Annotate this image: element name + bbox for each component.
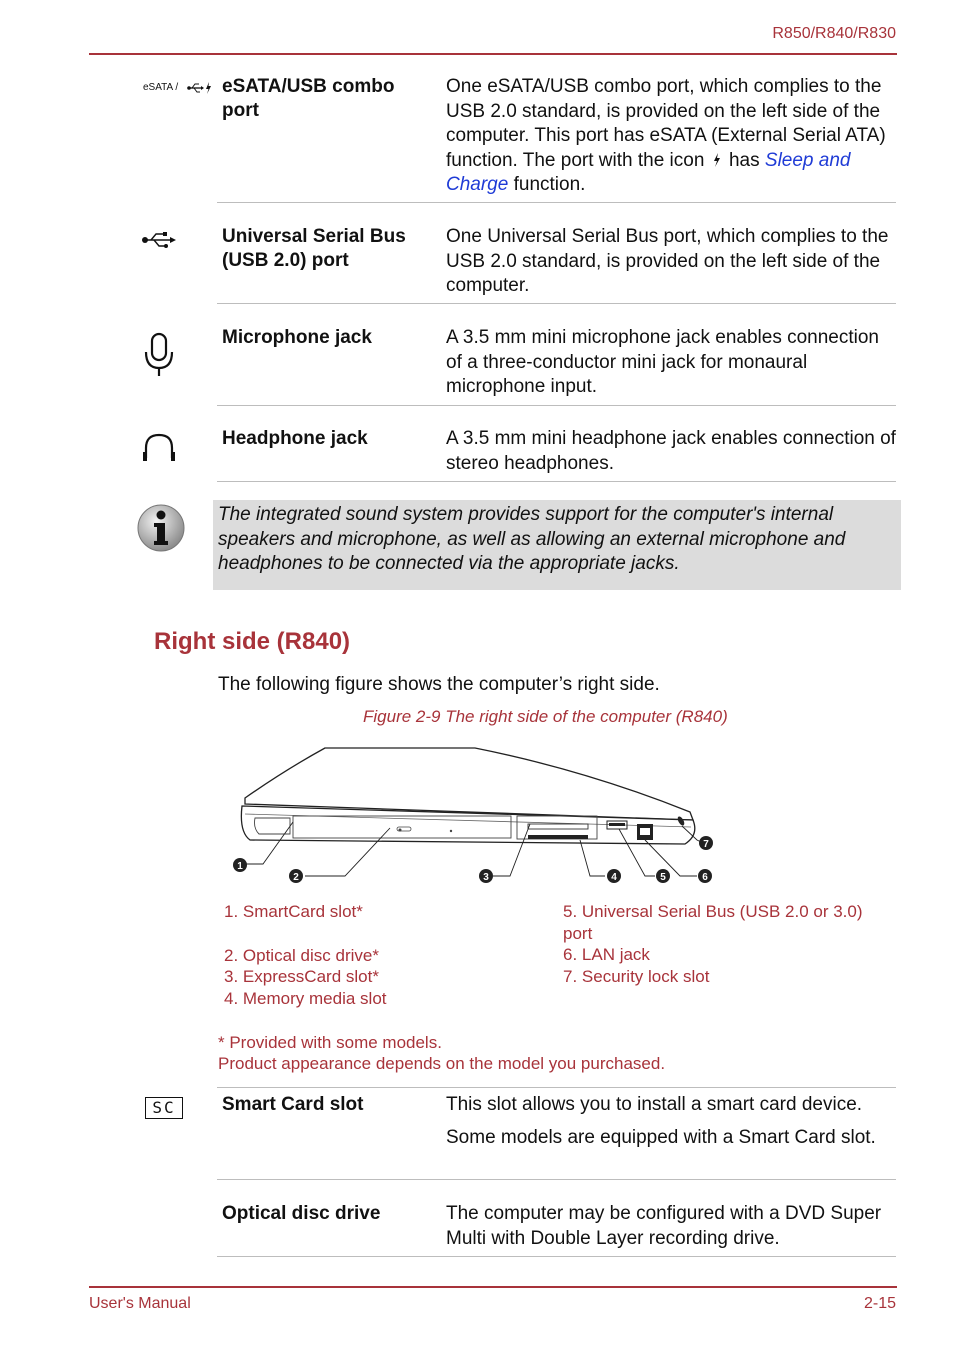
callout-2 (289, 869, 303, 883)
figure-caption: Figure 2-9 The right side of the computer (R840) (363, 707, 728, 726)
desc-smart-card: This slot allows you to install a smart card device. Some models are equipped with a Smart Card slot. (446, 1094, 876, 1148)
desc-optical-drive: The computer may be configured with a DVD Super Multi with Double Layer recording drive. (446, 1203, 882, 1249)
legend-left (224, 901, 544, 1009)
svg-text:3: 3 (483, 872, 489, 883)
laptop-right-side-figure (225, 740, 725, 890)
row-divider (217, 1179, 896, 1180)
svg-text:4: 4 (611, 872, 617, 883)
legend-item: 1. SmartCard slot* (224, 902, 363, 921)
row-divider (217, 1256, 896, 1257)
sleep-and-charge-link[interactable]: Sleep and Charge (446, 149, 851, 195)
term-esata-usb: eSATA/USB combo port (222, 76, 395, 121)
usb-icon (141, 230, 179, 255)
term-headphone: Headphone jack (222, 428, 368, 449)
callout-7 (699, 836, 713, 850)
svg-text:7: 7 (703, 839, 709, 850)
legend-right (563, 901, 893, 987)
row-divider (217, 202, 896, 203)
legend-item: 2. Optical disc drive* (224, 945, 379, 965)
svg-text:5: 5 (660, 872, 666, 883)
desc-usb: One Universal Serial Bus port, which complies to the USB 2.0 standard, is provided on the left side of the computer. (446, 226, 889, 296)
callout-1 (233, 858, 247, 872)
microphone-icon (142, 332, 176, 383)
running-header: R850/R840/R830 (772, 25, 896, 42)
desc-esata-usb: One eSATA/USB combo port, which complies to the USB 2.0 standard, is provided on the left side of the computer. This port has eSATA (External Serial ATA) function. The port with the icon has Sleep and Charge function. (446, 76, 886, 195)
row-divider (217, 1087, 896, 1088)
term-microphone: Microphone jack (222, 327, 372, 348)
svg-text:2: 2 (293, 872, 299, 883)
term-usb: Universal Serial Bus (USB 2.0) port (222, 226, 406, 271)
callout-5 (656, 869, 670, 883)
legend-item: 6. LAN jack (563, 945, 650, 964)
callout-4 (607, 869, 621, 883)
footnote-models: * Provided with some models. (218, 1033, 442, 1052)
info-icon (136, 503, 186, 560)
row-divider (217, 405, 896, 406)
term-optical-drive: Optical disc drive (222, 1203, 381, 1224)
svg-text:6: 6 (702, 872, 708, 883)
legend-item: 5. Universal Serial Bus (USB 2.0 or 3.0) port (563, 902, 863, 943)
header-rule (89, 53, 897, 55)
legend-item: 7. Security lock slot (563, 966, 710, 986)
esata-usb-icon: eSATA / (141, 78, 213, 98)
page-number: 2-15 (863, 1295, 896, 1312)
row-divider (217, 481, 896, 482)
footer-manual-title: User's Manual (89, 1295, 191, 1312)
section-intro: The following figure shows the computer’s right side. (218, 674, 660, 695)
row-divider (217, 303, 896, 304)
legend-item: 3. ExpressCard slot* (224, 967, 379, 986)
footer-rule (89, 1286, 897, 1288)
smart-card-icon: SC (145, 1097, 183, 1119)
section-title: Right side (R840) (154, 628, 351, 655)
desc-headphone: A 3.5 mm mini headphone jack enables connection of stereo headphones. (446, 428, 896, 474)
note-text: The integrated sound system provides support for the computer's internal speakers and microphone, as well as allowing an external microphone and headphones to be connected via the appropriate jacks. (218, 504, 846, 574)
sleep-charge-icon (712, 153, 722, 167)
headphone-icon (141, 432, 177, 467)
desc-microphone: A 3.5 mm mini microphone jack enables connection of a three-conductor mini jack for monaural microphone input. (446, 327, 880, 397)
callout-6 (698, 869, 712, 883)
legend-item: 4. Memory media slot (224, 988, 387, 1008)
svg-text:1: 1 (237, 861, 243, 872)
callout-3 (479, 869, 493, 883)
footnote-appearance: Product appearance depends on the model you purchased. (218, 1054, 666, 1073)
term-smart-card: Smart Card slot (222, 1094, 364, 1115)
